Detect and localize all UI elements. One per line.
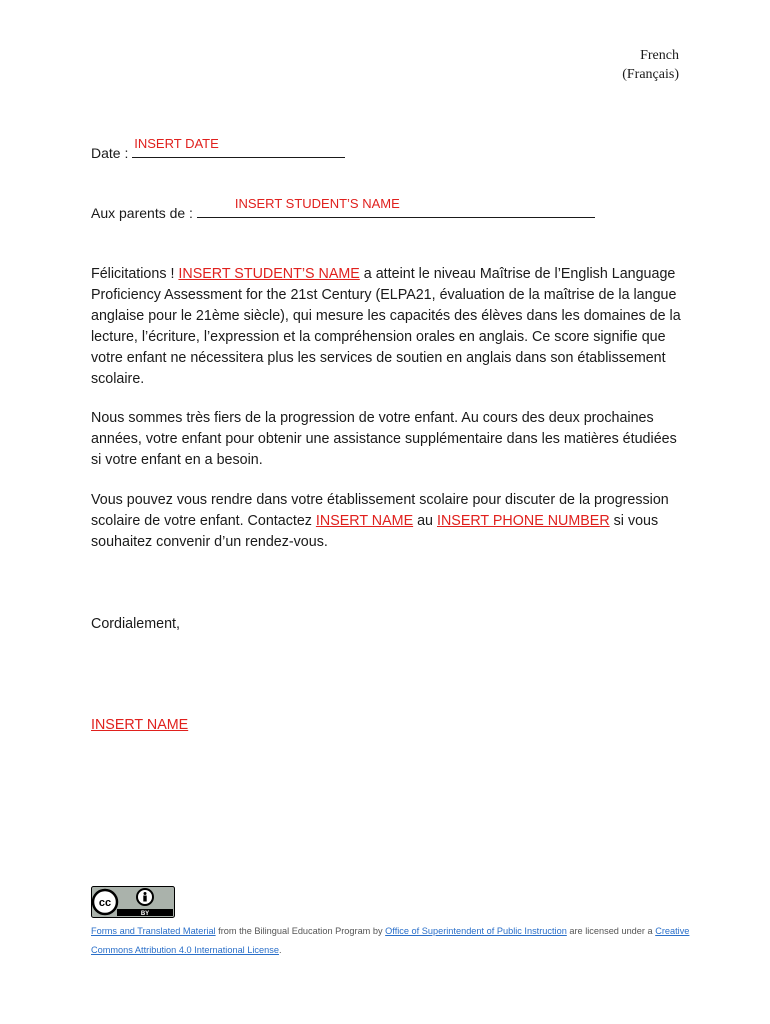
date-label: Date : (91, 145, 129, 161)
ospi-link[interactable]: Office of Superintendent of Public Instruction (385, 926, 567, 936)
footer-text-2: are licensed under a (569, 926, 653, 936)
parents-placeholder: INSERT STUDENT’S NAME (234, 196, 400, 211)
contact-name-placeholder[interactable]: INSERT NAME (315, 513, 414, 529)
student-name-placeholder[interactable]: INSERT STUDENT’S NAME (178, 266, 360, 282)
congrats-start: Félicitations ! (91, 266, 175, 282)
congratulations-paragraph (91, 264, 681, 390)
cc-label: cc (98, 897, 112, 909)
contact-text-start: Vous pouvez vous rendre dans votre établissement scolaire pour discuter de la progression scolaire de votre enfant. Contactez (91, 492, 669, 529)
forms-material-link[interactable]: Forms and Translated Material (91, 926, 216, 936)
language-label (622, 46, 679, 84)
parents-field[interactable] (197, 196, 595, 218)
parents-field-row (91, 196, 595, 222)
salutation: Cordialement, (91, 616, 180, 632)
license-footer (91, 922, 691, 960)
creative-commons-icon (93, 890, 117, 914)
footer-text-1: from the Bilingual Education Program by (218, 926, 383, 936)
date-field[interactable] (132, 136, 345, 158)
contact-connector: au (417, 513, 434, 529)
congrats-text: a atteint le niveau Maîtrise de l’English Language Proficiency Assessment for the 21st Century (ELPA21, évaluation de la maîtrise de la langue anglaise pour le 21ème siècle), qui mesure les capacités des élèves dans les domaines de la lecture, l’écriture, l’expression et la compréhension orales en anglais. Ce score signifie que votre enfant ne nécessitera plus les services de soutien en anglais dans son établissement scolaire. (91, 266, 681, 387)
by-label: BY (140, 911, 150, 917)
date-placeholder: INSERT DATE (134, 136, 219, 151)
attribution-person-icon (137, 889, 153, 905)
date-field-row (91, 136, 345, 162)
progress-paragraph: Nous sommes très fiers de la progression de votre enfant. Au cours des deux prochaines années, votre enfant pour obtenir une assistance supplémentaire dans les matières étudiées si votre enfant en a besoin. (91, 410, 677, 468)
contact-text-end: si vous souhaitez convenir d’un rendez-vous. (91, 513, 659, 550)
language-english: French (640, 48, 679, 63)
contact-paragraph (91, 490, 681, 553)
signature-placeholder[interactable]: INSERT NAME (91, 717, 189, 733)
cc-by-license-badge[interactable] (91, 886, 175, 918)
footer-text-3: . (278, 945, 282, 955)
phone-number-placeholder[interactable]: INSERT PHONE NUMBER (437, 513, 610, 529)
language-native: (Français) (622, 67, 679, 82)
parents-label: Aux parents de : (91, 205, 193, 221)
cc-license-link[interactable]: Creative Commons Attribution 4.0 International License (91, 926, 690, 955)
